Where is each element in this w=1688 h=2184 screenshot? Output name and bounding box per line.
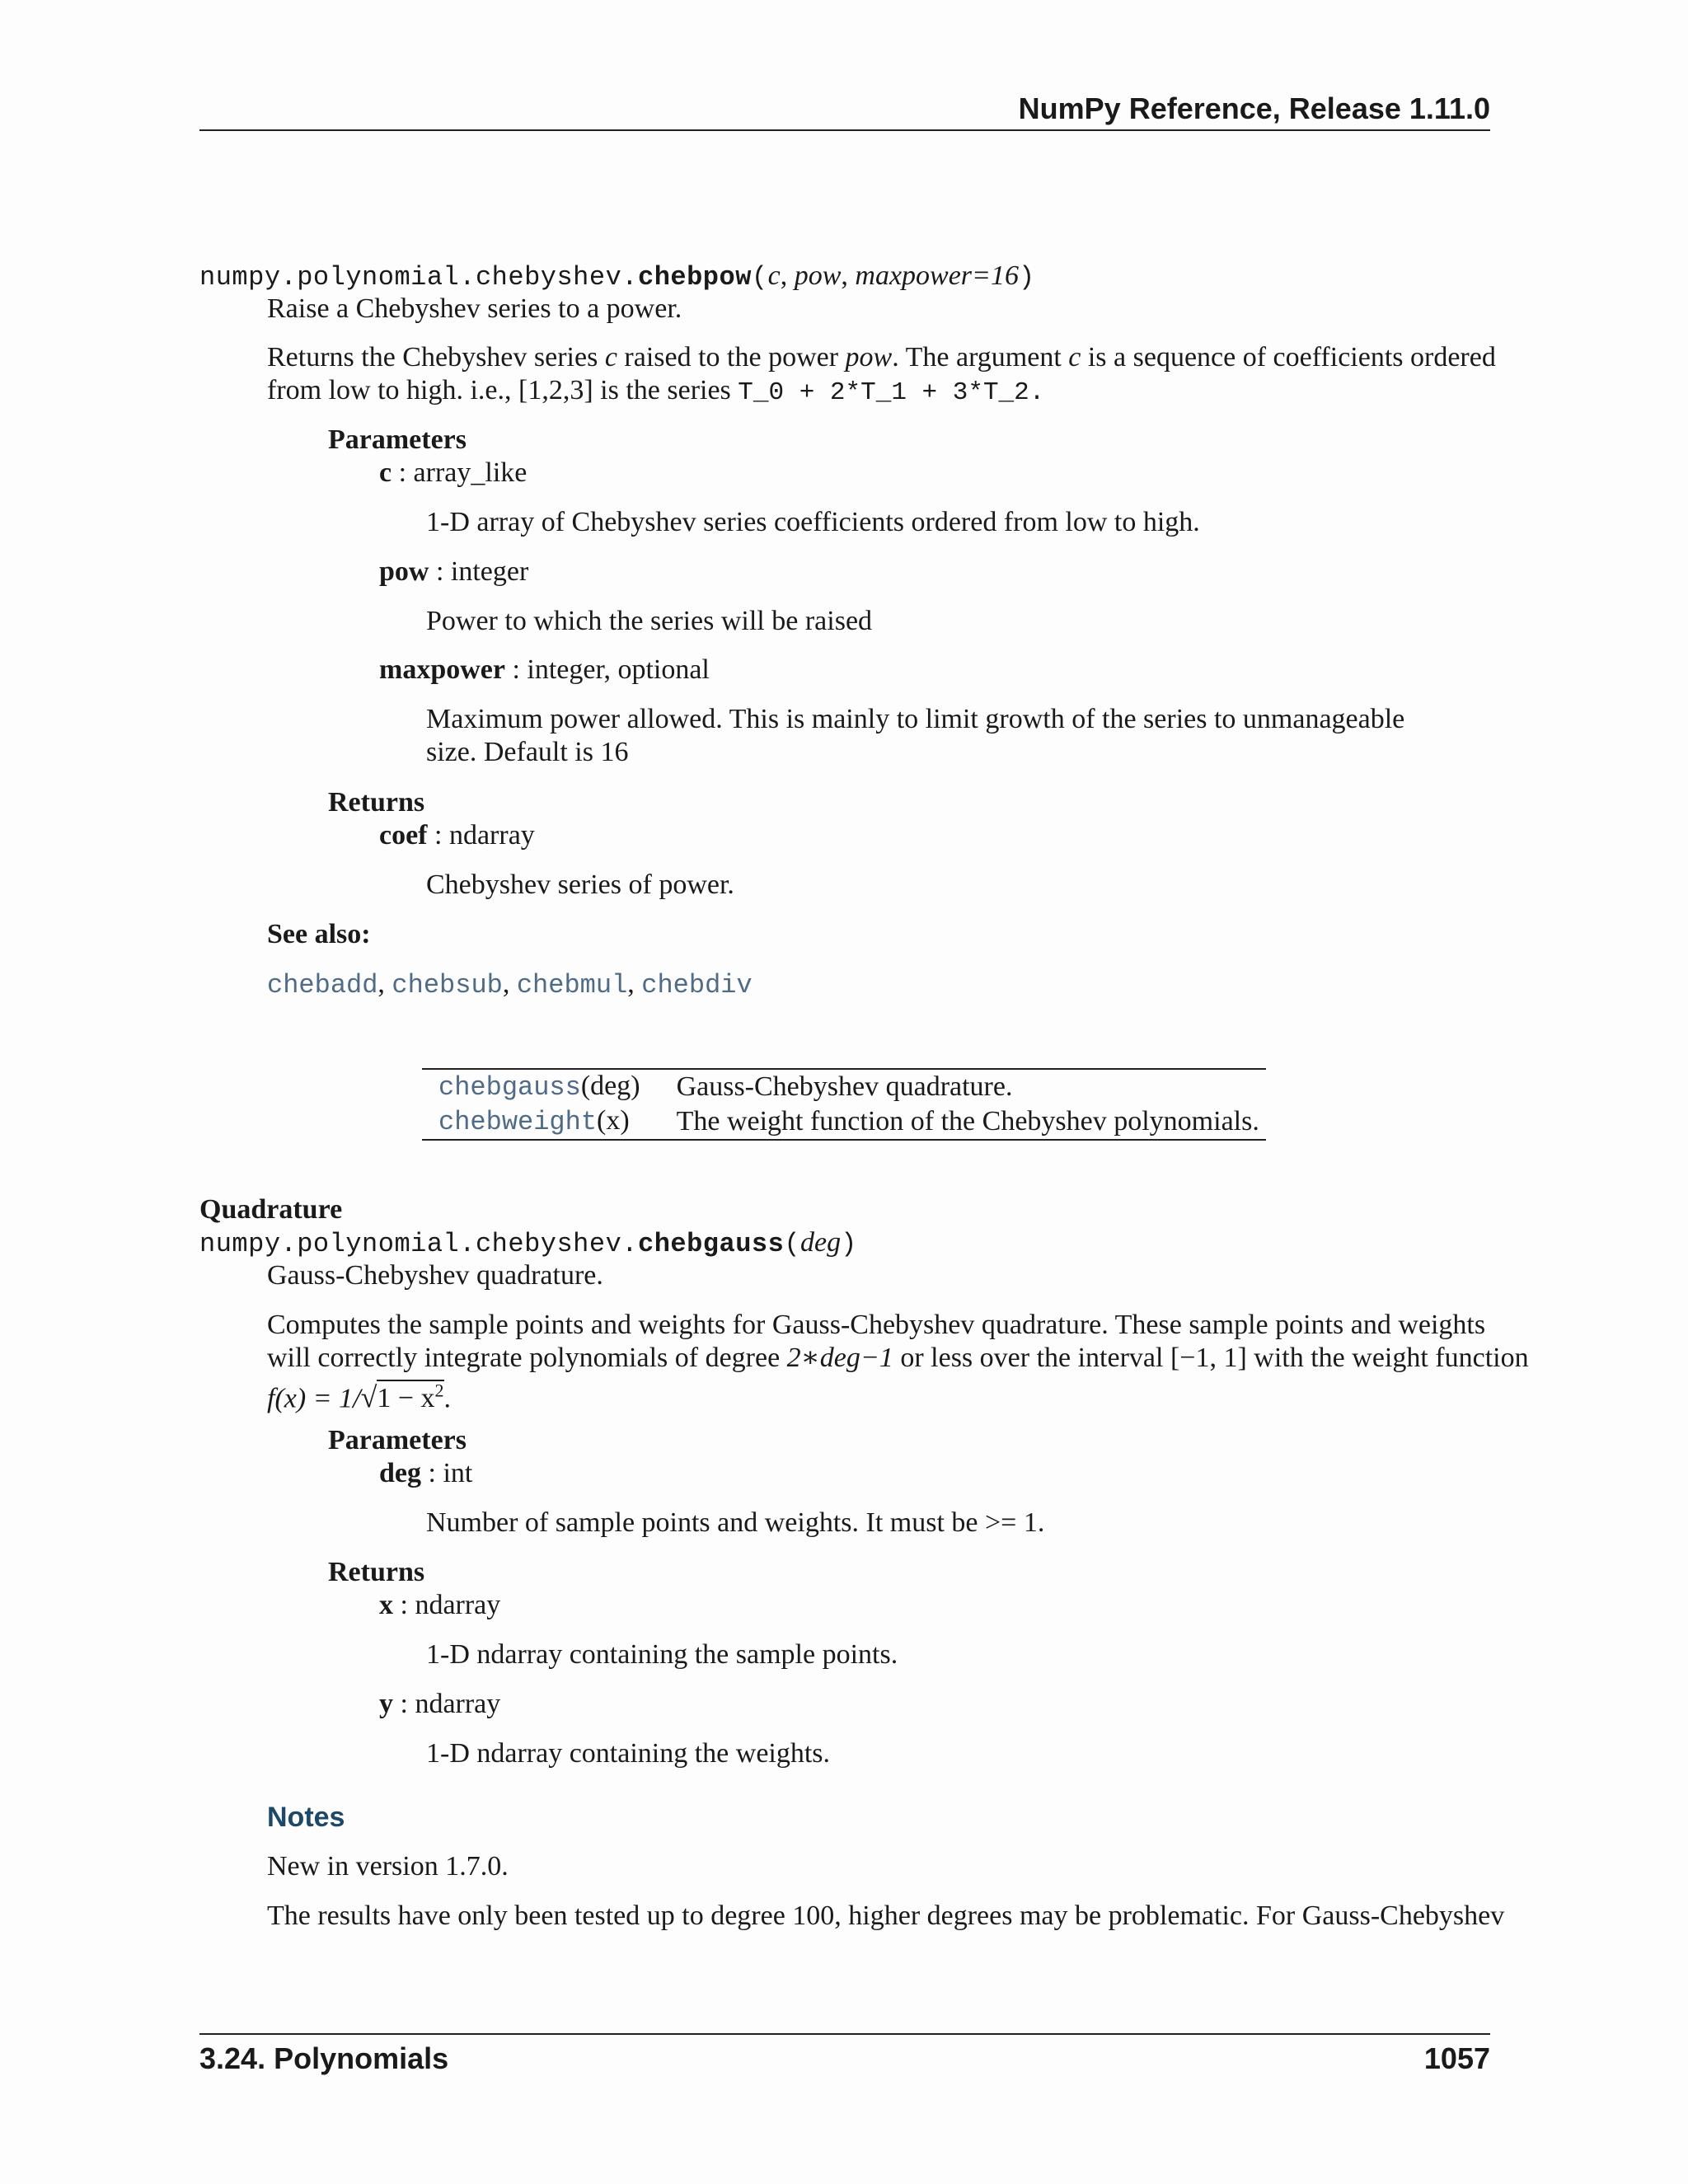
chebpow-name: chebpow <box>637 262 752 293</box>
section-heading-quadrature: Quadrature <box>199 1194 343 1225</box>
param-deg-desc: Number of sample points and weights. It must be >= 1. <box>426 1507 1045 1538</box>
table-row: chebgauss(deg) Gauss-Chebyshev quadrature. <box>422 1070 1279 1104</box>
chebpow-summary: Raise a Chebyshev series to a power. <box>267 293 682 324</box>
chebpow-signature: numpy.polynomial.chebyshev.chebpow(c, pow, maxpower=16) <box>199 260 1035 293</box>
table-cell-desc: The weight function of the Chebyshev polynomials. <box>676 1106 1259 1137</box>
chebgauss-summary: Gauss-Chebyshev quadrature. <box>267 1260 603 1291</box>
summary-table <box>422 1068 1266 1141</box>
notes-heading: Notes <box>267 1802 345 1833</box>
link-chebgauss[interactable]: chebgauss <box>438 1072 581 1103</box>
chebpow-description: Returns the Chebyshev series c raised to the power pow. The argument c is a sequence of coefficients ordered from low to high. i.e., [1,2,3] is the series T_0 + 2*T_1 + 3*T_2. <box>267 342 1496 407</box>
table-cell-desc: Gauss-Chebyshev quadrature. <box>676 1071 1013 1102</box>
see-also-label: See also: <box>267 919 371 949</box>
link-chebdiv[interactable]: chebdiv <box>641 970 753 1001</box>
param-maxpower-desc: Maximum power allowed. This is mainly to limit growth of the series to unmanageable size. Default is 16 <box>426 704 1405 767</box>
chebgauss-signature: numpy.polynomial.chebyshev.chebgauss(deg) <box>199 1227 857 1259</box>
footer-section: 3.24. Polynomials <box>199 2041 449 2075</box>
gauss-returns-label: Returns <box>328 1557 425 1587</box>
gauss-parameters-label: Parameters <box>328 1425 467 1455</box>
return-coef: coef : ndarray <box>379 820 535 851</box>
link-chebmul[interactable]: chebmul <box>516 970 628 1001</box>
returns-label: Returns <box>328 787 425 818</box>
param-deg: deg : int <box>379 1458 473 1488</box>
sig-param-c: c <box>767 260 781 291</box>
param-maxpower: maxpower : integer, optional <box>379 654 710 685</box>
series-code: T_0 + 2*T_1 + 3*T_2. <box>738 378 1045 407</box>
page-number: 1057 <box>1423 2041 1490 2075</box>
return-y: y : ndarray <box>379 1689 501 1719</box>
link-chebadd[interactable]: chebadd <box>267 970 378 1001</box>
param-pow-desc: Power to which the series will be raised <box>426 606 873 636</box>
running-header: NumPy Reference, Release 1.11.0 <box>1018 91 1490 125</box>
chebpow-module: numpy.polynomial.chebyshev. <box>199 262 638 293</box>
chebgauss-name: chebgauss <box>637 1229 785 1259</box>
notes-text: The results have only been tested up to degree 100, higher degrees may be problematic. For Gauss-Chebyshev <box>267 1900 1505 1931</box>
link-chebsub[interactable]: chebsub <box>392 970 503 1001</box>
sig-param-maxpower: maxpower=16 <box>855 260 1019 291</box>
return-x-desc: 1-D ndarray containing the sample points. <box>426 1639 898 1670</box>
header-rule <box>199 129 1490 131</box>
return-x: x : ndarray <box>379 1590 501 1620</box>
see-also-links: chebadd, chebsub, chebmul, chebdiv <box>267 968 753 1001</box>
chebgauss-description: Computes the sample points and weights for Gauss-Chebyshev quadrature. These sample points and weights will correctly integrate polynomials of degree 2∗deg−1 or less over the interval [−1, 1] with the weight function $f(x) = 1/√1 - x^2$. <box>267 1310 1529 1414</box>
sig-param-pow: pow <box>794 260 842 291</box>
parameters-label: Parameters <box>328 424 467 455</box>
param-pow: pow : integer <box>379 556 529 587</box>
return-coef-desc: Chebyshev series of power. <box>426 869 734 900</box>
notes-version: New in version 1.7.0. <box>267 1851 509 1882</box>
param-c-desc: 1-D array of Chebyshev series coefficients ordered from low to high. <box>426 507 1200 537</box>
link-chebweight[interactable]: chebweight <box>438 1107 598 1137</box>
return-y-desc: 1-D ndarray containing the weights. <box>426 1738 831 1769</box>
table-row: chebweight(x) The weight function of the Chebyshev polynomials. <box>422 1104 1279 1139</box>
footer-rule <box>199 2033 1490 2035</box>
param-c: c : array_like <box>379 457 528 488</box>
